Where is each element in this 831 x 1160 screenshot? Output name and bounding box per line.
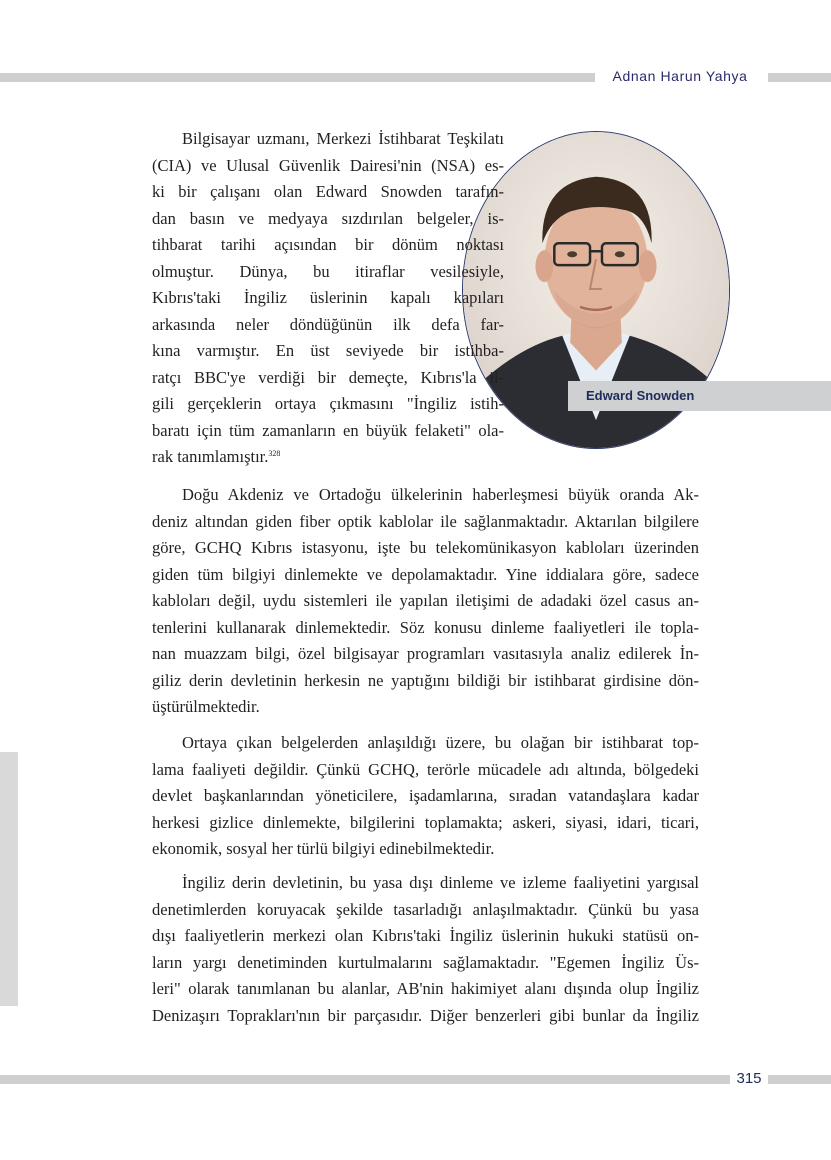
text-line: leri" olarak tanımlanan bu alanlar, AB'nin hakimiyet alanı dışında olup İngiliz (152, 979, 699, 998)
ear-right (639, 250, 657, 282)
figure-caption-box (568, 381, 831, 411)
paragraph-2 (152, 482, 699, 721)
text-line: dan basın ve medyaya sızdırılan belgeler, is- (152, 208, 504, 228)
text-line: Bilgisayar uzmanı, Merkezi İstihbarat Teşkilatı (182, 129, 504, 148)
text-line: olmuştur. Dünya, bu itiraflar vesilesiyle, (152, 261, 504, 281)
paragraph-1 (152, 126, 504, 471)
eye-right (615, 251, 625, 257)
text-line: devlet başkanlarından yöneticilere, işadamlarına, sıradan vatandaşlara kadar (152, 786, 699, 805)
text-line: tenlerini kullanarak dinlemektedir. Söz konusu dinleme faaliyetleri ile topla- (152, 617, 699, 637)
text-line: göre, GCHQ Kıbrıs istasyonu, işte bu telekomünikasyon kabloları üzerinden (152, 538, 699, 557)
paragraph-3 (152, 730, 699, 863)
text-line: Denizaşırı Toprakları'nın bir parçasıdır. Diğer benzerleri gibi bunlar da İngiliz (152, 1005, 699, 1025)
text-line: (CIA) ve Ulusal Güvenlik Dairesi'nin (NSA) es- (152, 155, 504, 175)
running-header-title: Adnan Harun Yahya (612, 68, 748, 84)
paragraph-4 (152, 870, 699, 1029)
side-thumb-tab (0, 752, 18, 1006)
header-rule-right (768, 73, 831, 82)
text-line: Ortaya çıkan belgelerden anlaşıldığı üzere, bu olağan bir istihbarat top- (182, 733, 699, 752)
text-line: giliz derin devletinin herkesin ne yaptığını bildiği bir istihbarat girdisine dön- (152, 670, 699, 690)
text-line: ekonomik, sosyal her türlü bilgiyi edinebilmektedir. (152, 839, 495, 858)
text-line: giden tüm bilgiyi dinlemekte ve depolamaktadır. Yine iddialara göre, sadece (152, 564, 699, 584)
text-line: gili gerçeklerin ortaya çıkmasını "İngiliz istih- (152, 394, 504, 413)
text-line: kabloları değil, uydu sistemleri ile yapılan iletişimi de adadaki özel casus an- (152, 591, 699, 610)
text-line: baratı için tüm zamanların en büyük felaketi" ola- (152, 420, 504, 440)
text-line: ratçı BBC'ye verdiği bir demeçte, Kıbrıs'la il- (152, 367, 504, 387)
footnote-reference: 328 (268, 449, 281, 458)
footer-rule-right (768, 1075, 831, 1084)
footer-rule-left (0, 1075, 730, 1084)
text-line: denetimlerden koruyacak şekilde tasarladığı anlaşılmaktadır. Çünkü bu yasa (152, 899, 699, 919)
page-number: 315 (736, 1070, 762, 1087)
text-line: üştürülmektedir. (152, 697, 260, 716)
text-line: nan muazzam bilgi, özel bilgisayar programları vasıtasıyla analiz edilerek İn- (152, 644, 699, 663)
figure-caption: Edward Snowden (586, 388, 695, 403)
text-line: Doğu Akdeniz ve Ortadoğu ülkelerinin haberleşmesi büyük oranda Ak- (182, 485, 699, 504)
text-line: arkasında neler döndüğünün ilk defa far- (152, 314, 504, 334)
text-line: dışı faaliyetlerin merkezi olan Kıbrıs'taki İngiliz üslerinin hukuki statüsü on- (152, 926, 699, 945)
text-line-last (152, 444, 504, 471)
text-line: herkesi gizlice dinlemekte, bilgilerini toplamakta; askeri, siyasi, idari, ticari, (152, 812, 699, 832)
eye-left (567, 251, 577, 257)
text-line: ki bir çalışanı olan Edward Snowden tarafın- (152, 182, 504, 201)
text-line: İngiliz derin devletinin, bu yasa dışı dinleme ve izleme faaliyetini yargısal (182, 873, 699, 892)
text-line: kına varmıştır. En üst seviyede bir istihba- (152, 341, 504, 360)
text-line: ların yargı denetiminden kurtulmalarını sağlamaktadır. "Egemen İngiliz Üs- (152, 952, 699, 972)
text-line: lama faaliyeti değildir. Çünkü GCHQ, terörle mücadele adı altında, bölgedeki (152, 759, 699, 779)
text-line: deniz altından giden fiber optik kablolar ile sağlanmaktadır. Aktarılan bilgilere (152, 511, 699, 531)
text-line: tihbarat tarihi açısından bir dönüm noktası (152, 235, 504, 254)
text-line: rak tanımlamıştır. (152, 447, 269, 466)
ear-left (535, 250, 553, 282)
header-rule-left (0, 73, 595, 82)
text-line: Kıbrıs'taki İngiliz üslerinin kapalı kapıları (152, 288, 504, 307)
